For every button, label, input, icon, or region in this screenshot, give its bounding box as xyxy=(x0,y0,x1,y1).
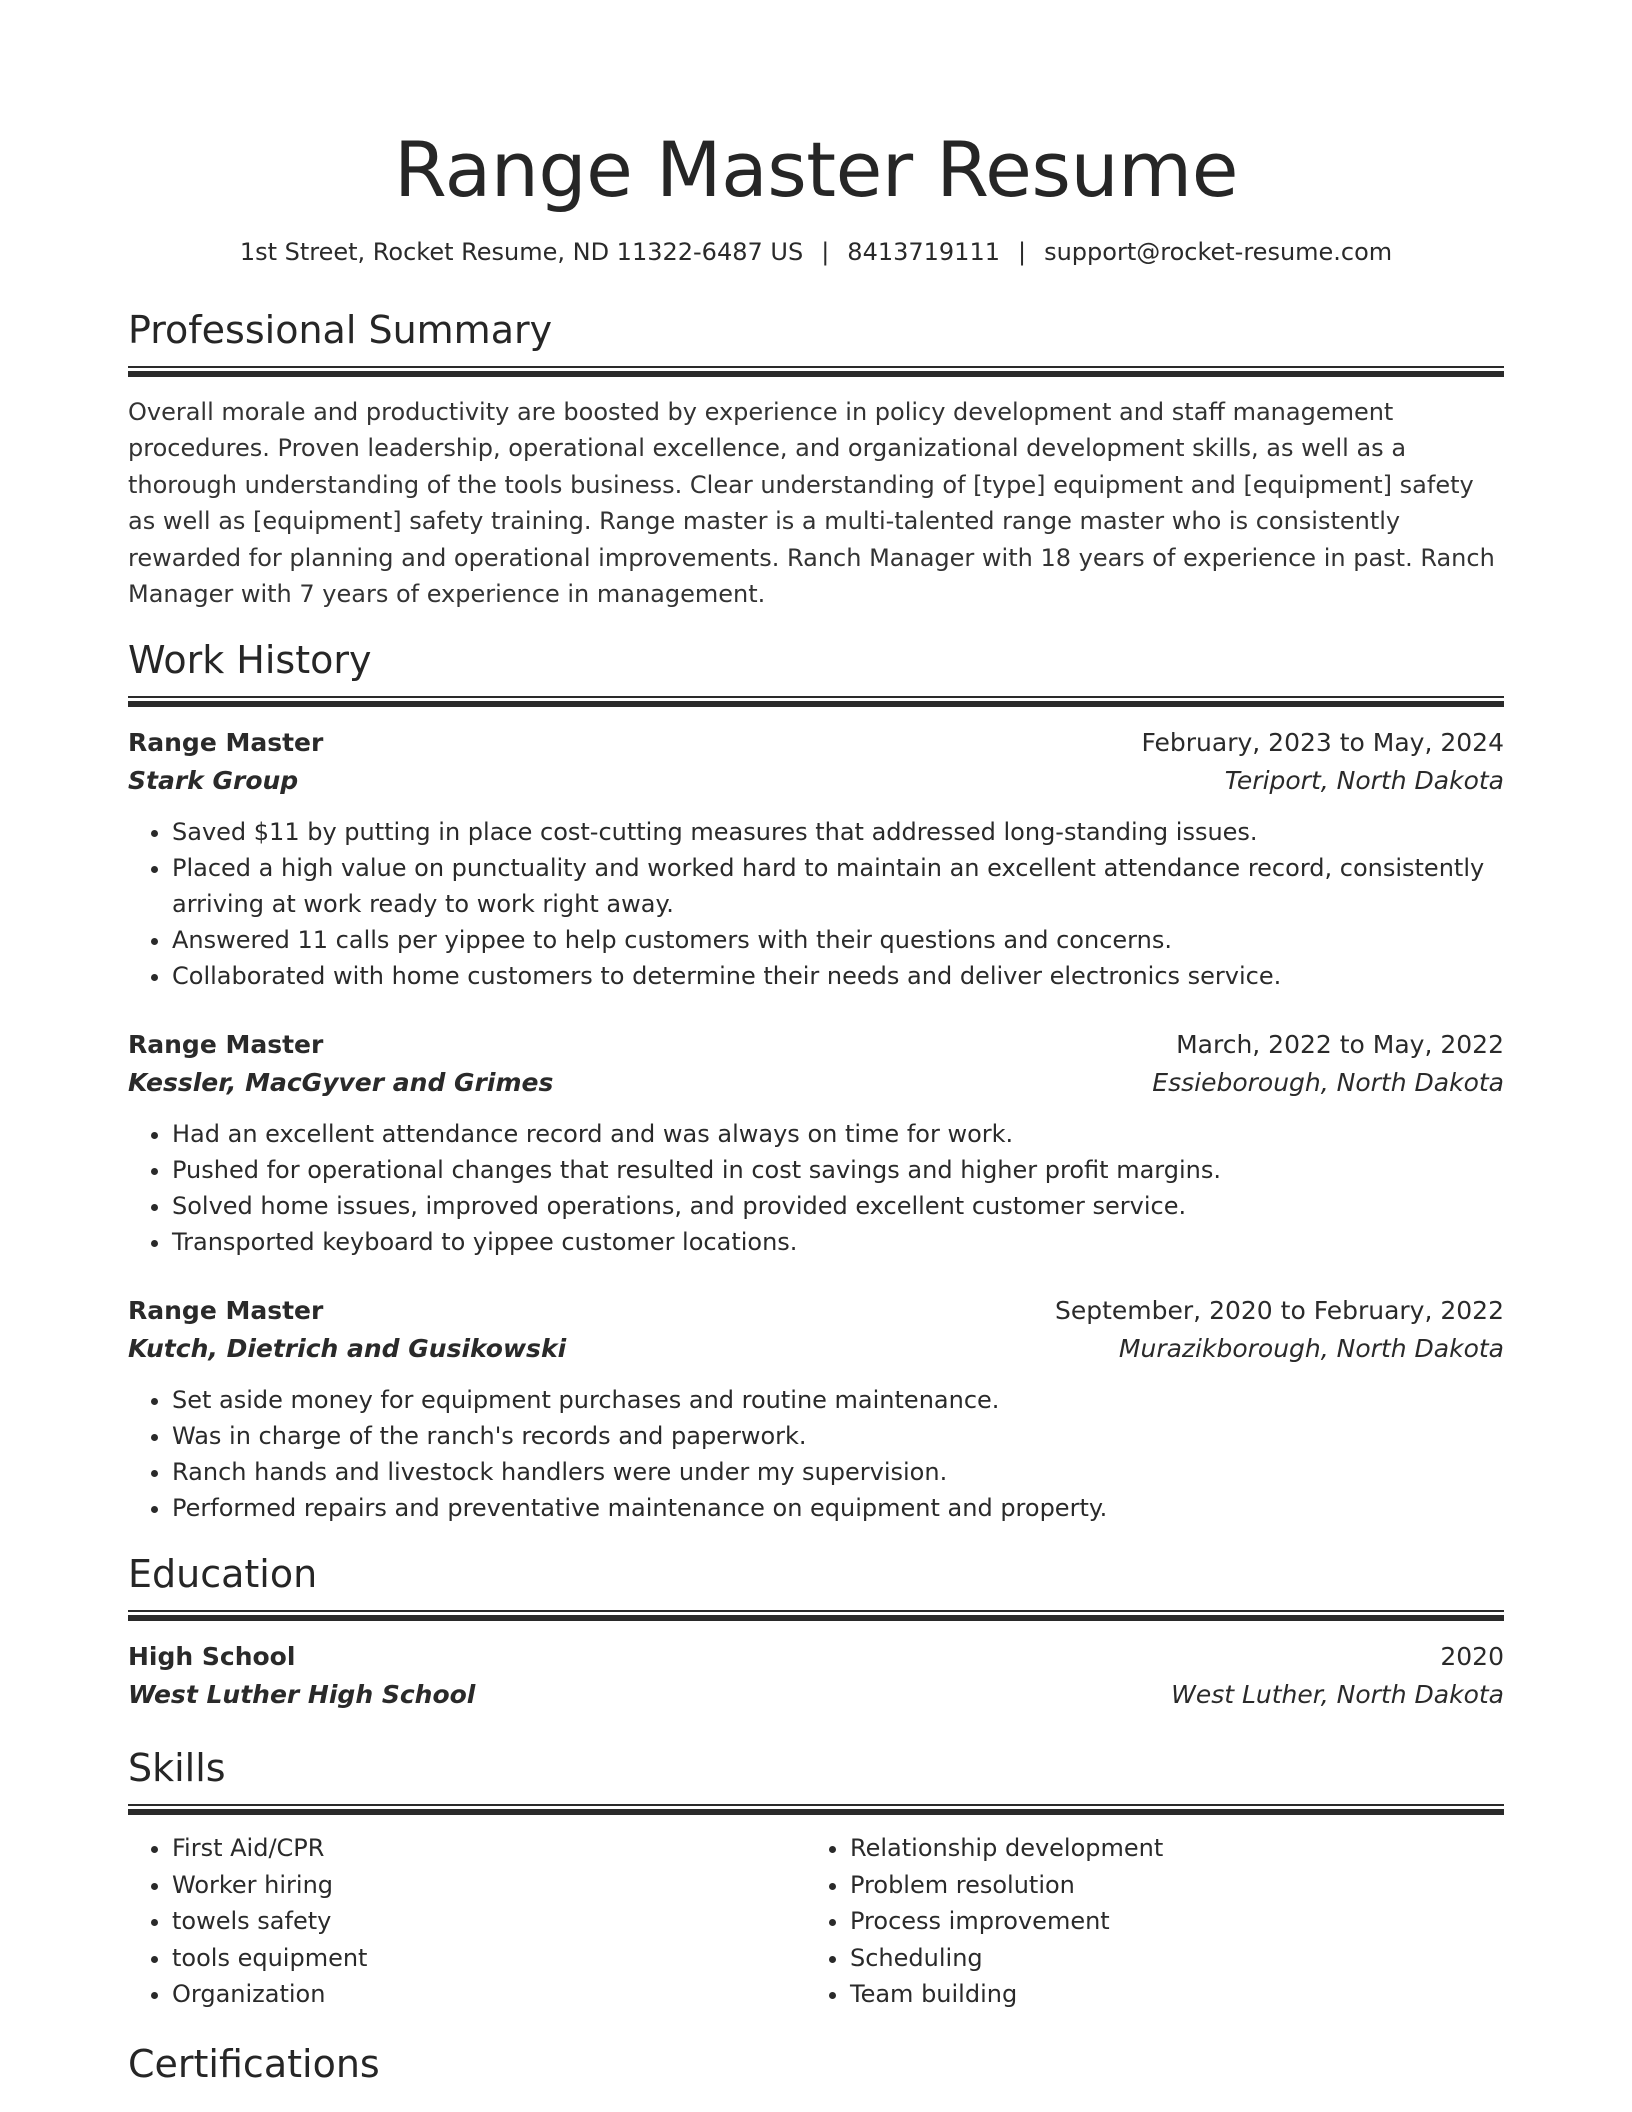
job-bullet: • Transported keyboard to yippee customer locations. xyxy=(172,1224,1504,1260)
section-divider xyxy=(128,1804,1504,1816)
section-title-work: Work History xyxy=(128,638,372,683)
job-title: Range Master xyxy=(128,1030,324,1060)
skills-list-left xyxy=(128,1830,806,2012)
section-divider xyxy=(128,696,1504,708)
skill-item: • towels safety xyxy=(172,1903,806,1939)
job-entry xyxy=(128,1026,1504,1260)
skills-list-right xyxy=(806,1830,1484,2012)
job-bullet: • Answered 11 calls per yippee to help customers with their questions and concerns. xyxy=(172,922,1504,958)
job-dates: September, 2020 to February, 2022 xyxy=(1055,1296,1504,1326)
section-title-education: Education xyxy=(128,1552,318,1597)
education-year: 2020 xyxy=(1440,1642,1504,1672)
skill-item: • Process improvement xyxy=(850,1903,1484,1939)
job-bullet: • Had an excellent attendance record and was always on time for work. xyxy=(172,1116,1504,1152)
contact-email: support@rocket-resume.com xyxy=(1044,238,1393,266)
skill-item: • First Aid/CPR xyxy=(172,1830,806,1866)
contact-address: 1st Street, Rocket Resume, ND 11322-6487 US xyxy=(239,238,804,266)
job-dates: February, 2023 to May, 2024 xyxy=(1141,728,1504,758)
job-bullets xyxy=(128,1382,1504,1526)
job-company: Kutch, Dietrich and Gusikowski xyxy=(128,1334,567,1364)
summary-text: Overall morale and productivity are boosted by experience in policy development and staff management procedures. Proven leadership, operational excellence, and organizational development skills, as well as a thorough understanding of the tools business. Clear understanding of [type] equipment and [equipment] safety as well as [equipment] safety training. Range master is a multi-talented range master who is consistently rewarded for planning and operational improvements. Ranch Manager with 18 years of experience in past. Ranch Manager with 7 years of experience in management. xyxy=(128,398,1495,609)
job-company: Kessler, MacGyver and Grimes xyxy=(128,1068,554,1098)
job-bullet: • Performed repairs and preventative maintenance on equipment and property. xyxy=(172,1490,1504,1526)
job-location: Essieborough, North Dakota xyxy=(1152,1068,1504,1098)
job-bullet: • Collaborated with home customers to determine their needs and deliver electronics service. xyxy=(172,958,1504,994)
skill-item: • Scheduling xyxy=(850,1940,1484,1976)
skill-item: • Worker hiring xyxy=(172,1867,806,1903)
skills-columns xyxy=(128,1830,1504,2012)
job-bullet: • Saved $11 by putting in place cost-cutting measures that addressed long-standing issues. xyxy=(172,814,1504,850)
resume-title: Range Master Resume xyxy=(394,125,1238,214)
job-title: Range Master xyxy=(128,1296,324,1326)
skills-section xyxy=(128,1744,1504,2012)
job-dates: March, 2022 to May, 2022 xyxy=(1176,1030,1504,1060)
certifications-section xyxy=(128,2040,1504,2088)
job-bullet: • Set aside money for equipment purchases and routine maintenance. xyxy=(172,1382,1504,1418)
education-location: West Luther, North Dakota xyxy=(1171,1680,1504,1710)
skill-item: • tools equipment xyxy=(172,1940,806,1976)
section-title-summary: Professional Summary xyxy=(128,308,553,352)
contact-separator: | xyxy=(821,238,830,266)
job-bullets xyxy=(128,1116,1504,1260)
job-bullet: • Pushed for operational changes that resulted in cost savings and higher profit margins. xyxy=(172,1152,1504,1188)
job-title: Range Master xyxy=(128,728,324,758)
education-section xyxy=(128,1550,1504,1714)
section-divider xyxy=(128,366,1504,378)
contact-line xyxy=(128,234,1504,270)
skill-item: • Team building xyxy=(850,1976,1484,2012)
education-entry xyxy=(128,1638,1504,1714)
job-bullet: • Placed a high value on punctuality and worked hard to maintain an excellent attendance record, consistently arriving at work ready to work right away. xyxy=(172,850,1504,922)
job-bullets xyxy=(128,814,1504,994)
job-location: Murazikborough, North Dakota xyxy=(1118,1334,1504,1364)
contact-phone: 8413719111 xyxy=(847,238,1000,266)
skill-item: • Relationship development xyxy=(850,1830,1484,1866)
education-degree: High School xyxy=(128,1642,296,1672)
skill-item: • Organization xyxy=(172,1976,806,2012)
job-bullet: • Solved home issues, improved operations, and provided excellent customer service. xyxy=(172,1188,1504,1224)
section-title-skills: Skills xyxy=(128,1746,226,1791)
section-divider xyxy=(128,1610,1504,1622)
resume-page xyxy=(128,120,1504,2088)
job-company: Stark Group xyxy=(128,766,299,796)
job-bullet: • Was in charge of the ranch's records and paperwork. xyxy=(172,1418,1504,1454)
job-bullet: • Ranch hands and livestock handlers were under my supervision. xyxy=(172,1454,1504,1490)
education-school: West Luther High School xyxy=(128,1680,476,1710)
skill-item: • Problem resolution xyxy=(850,1867,1484,1903)
summary-section xyxy=(128,306,1504,612)
section-title-certifications: Certifications xyxy=(128,2042,380,2087)
contact-separator: | xyxy=(1018,238,1027,266)
job-entry xyxy=(128,1292,1504,1526)
work-history-section xyxy=(128,636,1504,1526)
job-location: Teriport, North Dakota xyxy=(1224,766,1504,796)
job-entry xyxy=(128,724,1504,994)
